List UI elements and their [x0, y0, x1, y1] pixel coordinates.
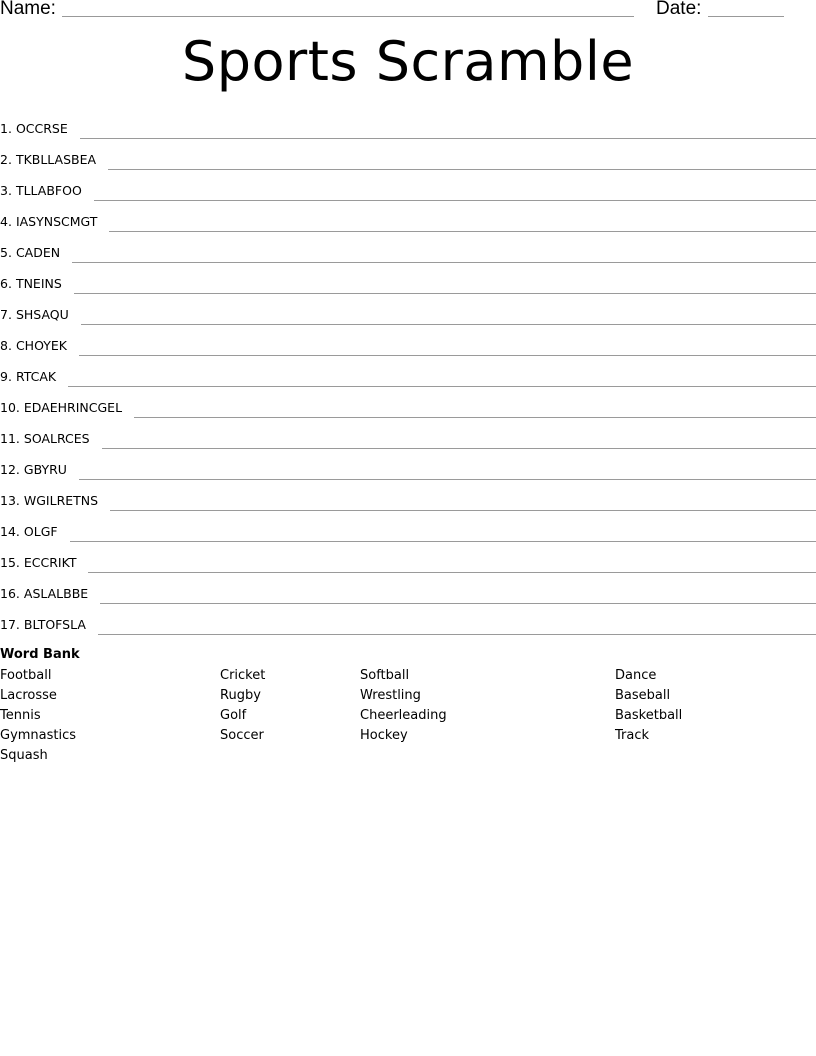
word-bank: [0, 646, 816, 763]
question-text: [0, 337, 67, 357]
question-row: [0, 574, 816, 605]
answer-line[interactable]: [79, 355, 816, 356]
word-bank-word: Squash: [0, 748, 48, 763]
question-text: [0, 213, 97, 233]
scrambled-word: RTCAK: [15, 369, 57, 384]
question-row: [0, 140, 816, 171]
question-row: [0, 202, 816, 233]
question-row: [0, 512, 816, 543]
scrambled-word: GBYRU: [23, 462, 67, 477]
question-text: [0, 585, 88, 605]
word-bank-title: Word Bank: [0, 647, 80, 662]
question-number: 4.: [0, 214, 12, 229]
question-text: [0, 461, 67, 481]
answer-line[interactable]: [134, 417, 816, 418]
answer-line[interactable]: [81, 324, 816, 325]
scrambled-word: CHOYEK: [15, 338, 67, 353]
word-bank-word: Soccer: [220, 728, 264, 743]
question-text: [0, 306, 69, 326]
question-number: 10.: [0, 400, 20, 415]
answer-line[interactable]: [88, 572, 816, 573]
page-title: Sports Scramble: [181, 30, 635, 93]
question-number: 2.: [0, 152, 12, 167]
question-text: [0, 182, 82, 202]
question-row: [0, 543, 816, 574]
question-row: [0, 109, 816, 140]
answer-line[interactable]: [80, 138, 816, 139]
question-number: 14.: [0, 524, 20, 539]
scramble-question-list: [0, 109, 816, 636]
scrambled-word: OLGF: [23, 524, 58, 539]
question-number: 6.: [0, 276, 12, 291]
question-number: 17.: [0, 617, 20, 632]
scrambled-word: SOALRCES: [23, 431, 90, 446]
date-label: Date:: [656, 0, 702, 19]
question-row: [0, 450, 816, 481]
question-text: [0, 616, 86, 636]
question-row: [0, 605, 816, 636]
scrambled-word: TNEINS: [15, 276, 62, 291]
answer-line[interactable]: [100, 603, 816, 604]
question-number: 3.: [0, 183, 12, 198]
word-bank-word: Tennis: [0, 708, 41, 723]
date-field[interactable]: [708, 16, 784, 17]
word-bank-word: Hockey: [360, 728, 408, 743]
answer-line[interactable]: [68, 386, 816, 387]
name-field[interactable]: [62, 16, 634, 17]
scrambled-word: TKBLLASBEA: [15, 152, 97, 167]
question-number: 5.: [0, 245, 12, 260]
question-text: [0, 368, 56, 388]
question-number: 12.: [0, 462, 20, 477]
question-row: [0, 295, 816, 326]
word-bank-word: Golf: [220, 708, 247, 723]
question-text: [0, 120, 68, 140]
scrambled-word: EDAEHRINCGEL: [23, 400, 123, 415]
word-bank-word: Dance: [615, 668, 657, 683]
word-bank-word: Lacrosse: [0, 688, 57, 703]
answer-line[interactable]: [98, 634, 816, 635]
scrambled-word: CADEN: [15, 245, 61, 260]
answer-line[interactable]: [94, 200, 816, 201]
answer-line[interactable]: [108, 169, 816, 170]
question-number: 7.: [0, 307, 12, 322]
word-bank-word: Cheerleading: [360, 708, 447, 723]
answer-line[interactable]: [74, 293, 816, 294]
scrambled-word: BLTOFSLA: [23, 617, 86, 632]
word-bank-column-2: [220, 666, 265, 746]
question-row: [0, 419, 816, 450]
scrambled-word: WGILRETNS: [23, 493, 99, 508]
word-bank-word: Rugby: [220, 688, 261, 703]
question-row: [0, 481, 816, 512]
word-bank-word: Wrestling: [360, 688, 421, 703]
scrambled-word: ECCRIKT: [23, 555, 77, 570]
answer-line[interactable]: [70, 541, 816, 542]
word-bank-word: Baseball: [615, 688, 671, 703]
answer-line[interactable]: [109, 231, 816, 232]
question-text: [0, 151, 96, 171]
word-bank-column-3: [360, 666, 447, 746]
question-row: [0, 357, 816, 388]
word-bank-word: Gymnastics: [0, 728, 77, 743]
question-row: [0, 171, 816, 202]
question-row: [0, 264, 816, 295]
question-text: [0, 399, 122, 419]
scrambled-word: OCCRSE: [15, 121, 68, 136]
question-row: [0, 326, 816, 357]
word-bank-column-4: [615, 666, 682, 746]
question-number: 16.: [0, 586, 20, 601]
question-number: 13.: [0, 493, 20, 508]
question-text: [0, 554, 76, 574]
question-number: 11.: [0, 431, 20, 446]
answer-line[interactable]: [102, 448, 816, 449]
question-number: 1.: [0, 121, 12, 136]
question-text: [0, 275, 62, 295]
question-text: [0, 492, 98, 512]
answer-line[interactable]: [110, 510, 816, 511]
answer-line[interactable]: [72, 262, 816, 263]
scrambled-word: IASYNSCMGT: [15, 214, 98, 229]
word-bank-word: Track: [615, 728, 650, 743]
word-bank-word: Cricket: [220, 668, 266, 683]
word-bank-column-1: [0, 666, 76, 766]
question-row: [0, 388, 816, 419]
name-label: Name:: [0, 0, 56, 19]
question-number: 8.: [0, 338, 12, 353]
question-row: [0, 233, 816, 264]
question-number: 15.: [0, 555, 20, 570]
word-bank-word: Basketball: [615, 708, 683, 723]
worksheet-header: [0, 0, 816, 22]
question-text: [0, 244, 60, 264]
word-bank-word: Football: [0, 668, 52, 683]
question-text: [0, 523, 58, 543]
question-number: 9.: [0, 369, 12, 384]
scrambled-word: TLLABFOO: [15, 183, 82, 198]
word-bank-word: Softball: [360, 668, 410, 683]
answer-line[interactable]: [79, 479, 816, 480]
scrambled-word: ASLALBBE: [23, 586, 89, 601]
question-text: [0, 430, 90, 450]
scrambled-word: SHSAQU: [15, 307, 69, 322]
